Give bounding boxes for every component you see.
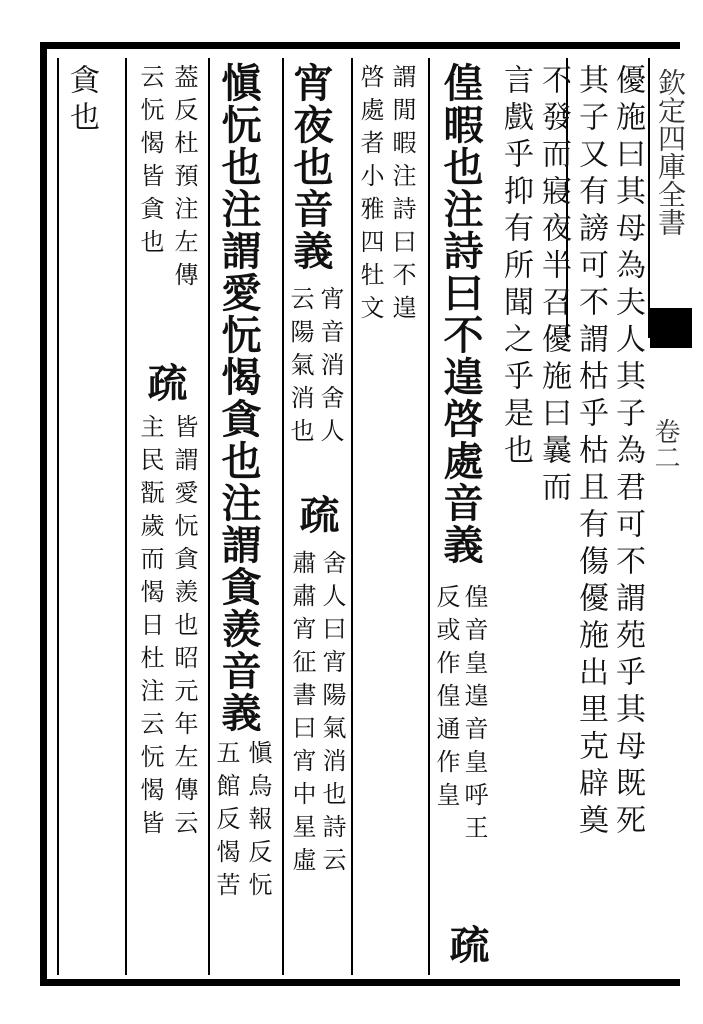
column-rule — [351, 58, 353, 975]
annotation-column: 葢反杜預注左傳 — [170, 64, 198, 295]
annotation-column: 皆謂愛忨貪羨也昭元年左傳云 — [170, 414, 198, 843]
commentary-marker: 疏 — [293, 494, 340, 536]
headword-column: 偟暇也注詩曰不遑啓處音義 — [437, 62, 484, 566]
annotation-column: 偟音皇遑音皇呼王 — [460, 584, 488, 848]
text-column: 不發而寢夜半召優施曰曩而 — [536, 64, 571, 508]
annotation-column: 宵音消舍人 — [316, 286, 344, 451]
annotation-column: 舍人曰宵陽氣消也詩云 — [318, 550, 346, 880]
annotation-column: 愼烏報反忨 — [244, 740, 272, 905]
book-title: 欽定四庫全書 — [654, 68, 687, 236]
inner-frame-line — [57, 58, 59, 975]
annotation-column: 主民翫歲而愒日杜注云忨愒皆 — [136, 414, 164, 843]
headword-column: 宵夜也音義 — [287, 62, 334, 272]
column-rule — [428, 58, 430, 975]
annotation-column: 云陽氣消也 — [286, 286, 314, 451]
annotation-column: 肅肅宵征書曰宵中星虛 — [288, 550, 316, 880]
text-column: 優施曰其母為夫人其子為君可不謂苑乎其母既死 — [610, 64, 645, 841]
annotation-column: 五館反愒苦 — [212, 740, 240, 905]
commentary-marker: 疏 — [443, 924, 490, 966]
annotation-column: 云忨愒皆貪也 — [136, 64, 164, 262]
headword-column: 愼忨也注謂愛忨愒貪也注謂貪羨音義 — [215, 62, 262, 734]
column-rule — [208, 58, 210, 975]
annotation-column: 反或作偟通作皇 — [432, 584, 460, 815]
column-rule — [282, 58, 284, 975]
annotation-column: 謂閒暇注詩曰不遑 — [388, 64, 416, 328]
column-rule — [125, 58, 127, 975]
text-column: 其子又有謗可不謂枯乎枯且有傷優施出里克辟奠 — [573, 64, 608, 841]
text-column: 貪也 — [64, 64, 99, 138]
header-strip — [648, 58, 690, 338]
annotation-column: 啓處者小雅四牡文 — [356, 64, 384, 328]
fold-marker-block — [650, 308, 692, 348]
volume-label: 卷二 — [650, 418, 680, 470]
text-column: 言戲乎抑有所聞之乎是也 — [498, 64, 533, 471]
commentary-marker: 疏 — [141, 362, 188, 404]
